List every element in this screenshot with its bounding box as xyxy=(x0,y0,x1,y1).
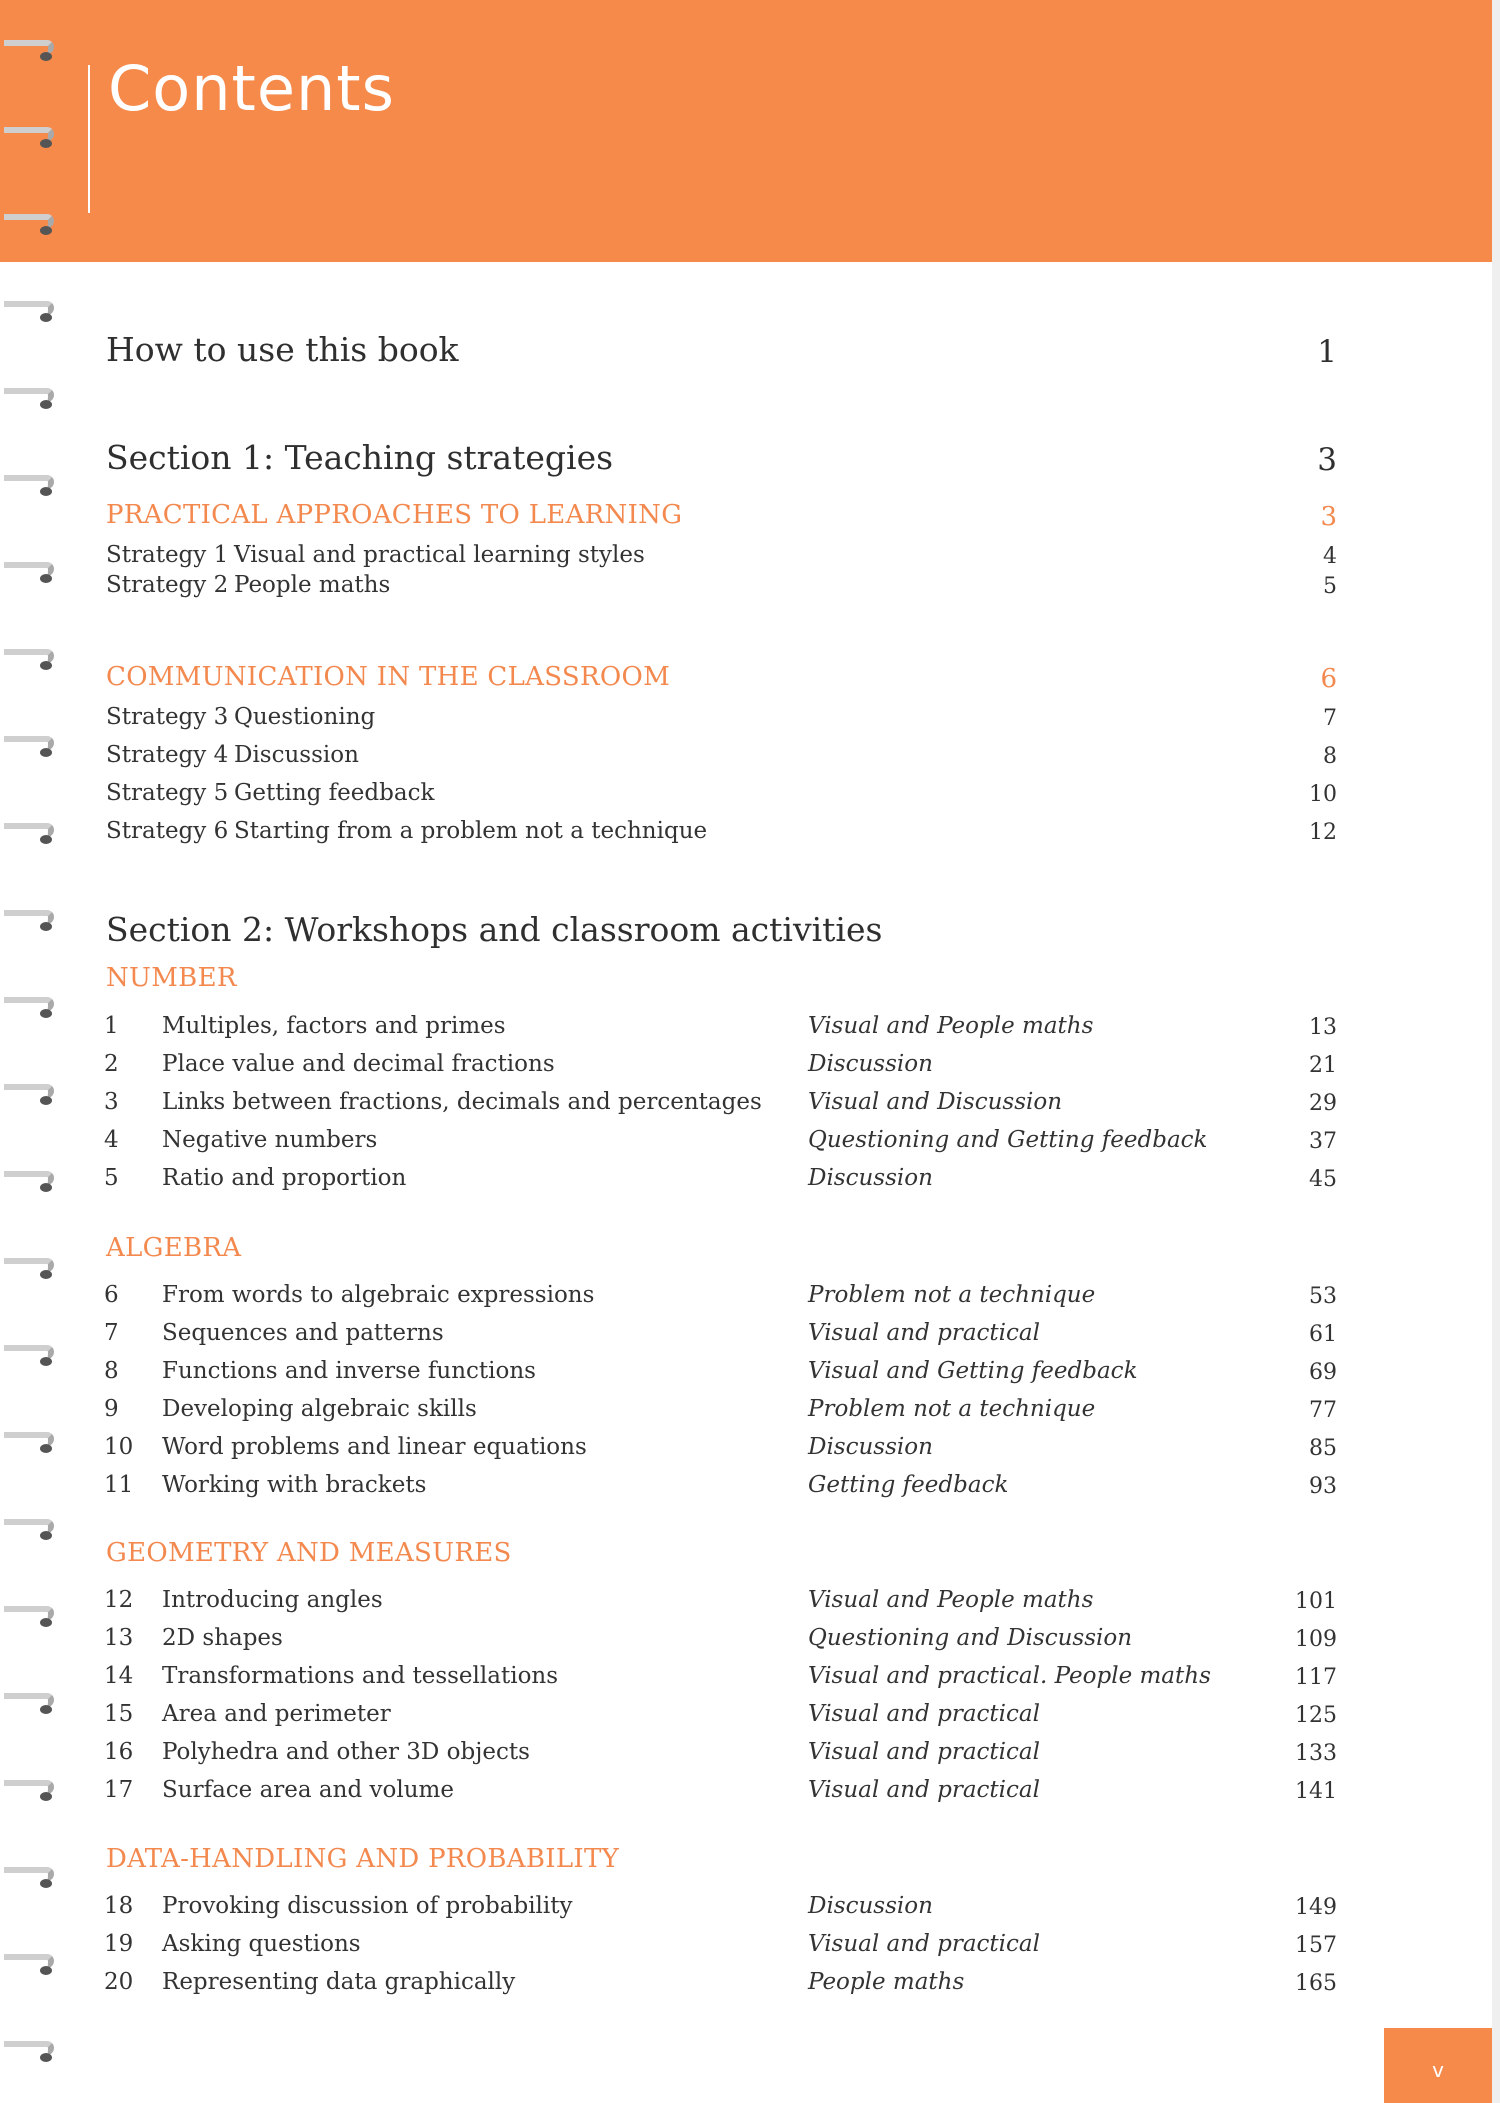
header-banner xyxy=(0,0,1492,262)
spiral-coil xyxy=(4,469,56,499)
intro-heading[interactable]: How to use this book xyxy=(106,330,459,369)
activity-number: 10 xyxy=(104,1434,134,1460)
activity-title: Working with brackets xyxy=(162,1472,427,1498)
activity-page-number: 61 xyxy=(1309,1322,1337,1347)
strategy-title: People maths xyxy=(234,572,391,598)
punch-hole xyxy=(40,2053,52,2062)
punch-hole xyxy=(40,1792,52,1801)
activity-title: Place value and decimal fractions xyxy=(162,1051,555,1077)
category-page-number: 6 xyxy=(1320,664,1337,694)
activity-title: Polyhedra and other 3D objects xyxy=(162,1739,530,1765)
activity-number: 13 xyxy=(104,1625,134,1651)
strategy-page-number: 4 xyxy=(1323,544,1337,569)
strategy-title: Visual and practical learning styles xyxy=(234,542,645,568)
spiral-coil xyxy=(4,1426,56,1456)
activity-number: 6 xyxy=(104,1282,119,1308)
intro-page-number: 1 xyxy=(1317,334,1337,370)
category-data-handling[interactable]: DATA-HANDLING AND PROBABILITY xyxy=(106,1844,620,1874)
spiral-coil xyxy=(4,730,56,760)
activity-number: 1 xyxy=(104,1013,119,1039)
punch-hole xyxy=(40,226,52,235)
strategy-title: Discussion xyxy=(234,742,359,768)
activity-number: 7 xyxy=(104,1320,119,1346)
activity-row[interactable] xyxy=(104,1472,1337,1502)
activity-strategy: People maths xyxy=(808,1969,965,1995)
activity-page-number: 101 xyxy=(1295,1589,1337,1614)
activity-page-number: 133 xyxy=(1295,1741,1337,1766)
activity-strategy: Visual and Getting feedback xyxy=(808,1358,1138,1384)
punch-hole xyxy=(40,1879,52,1888)
spiral-coil xyxy=(4,1513,56,1543)
activity-strategy: Getting feedback xyxy=(808,1472,1009,1498)
activity-page-number: 165 xyxy=(1295,1971,1337,1996)
activity-page-number: 29 xyxy=(1309,1091,1337,1116)
spiral-binding xyxy=(0,0,64,2103)
activity-row[interactable] xyxy=(104,1893,1337,1923)
activity-page-number: 21 xyxy=(1309,1053,1337,1078)
activity-title: Links between fractions, decimals and percentages xyxy=(162,1089,762,1115)
activity-strategy: Visual and practical xyxy=(808,1931,1040,1957)
activity-title: Introducing angles xyxy=(162,1587,383,1613)
category-communication[interactable]: COMMUNICATION IN THE CLASSROOM xyxy=(106,662,671,692)
activity-number: 9 xyxy=(104,1396,119,1422)
punch-hole xyxy=(40,922,52,931)
strategy-row[interactable] xyxy=(106,704,1337,734)
spiral-coil xyxy=(4,1861,56,1891)
activity-row[interactable] xyxy=(104,1165,1337,1195)
activity-strategy: Visual and People maths xyxy=(808,1587,1094,1613)
section-1-heading[interactable]: Section 1: Teaching strategies xyxy=(106,438,614,477)
activity-title: Transformations and tessellations xyxy=(162,1663,559,1689)
activity-title: Surface area and volume xyxy=(162,1777,454,1803)
activity-title: Area and perimeter xyxy=(162,1701,391,1727)
activity-title: From words to algebraic expressions xyxy=(162,1282,595,1308)
activity-number: 12 xyxy=(104,1587,134,1613)
punch-hole xyxy=(40,1531,52,1540)
activity-strategy: Visual and practical. People maths xyxy=(808,1663,1211,1689)
activity-number: 19 xyxy=(104,1931,134,1957)
category-number[interactable]: NUMBER xyxy=(106,963,237,993)
activity-row[interactable] xyxy=(104,1282,1337,1312)
punch-hole xyxy=(40,313,52,322)
activity-strategy: Visual and practical xyxy=(808,1701,1040,1727)
strategy-title: Getting feedback xyxy=(234,780,435,806)
punch-hole xyxy=(40,1618,52,1627)
spiral-coil xyxy=(4,2035,56,2065)
spiral-coil xyxy=(4,1252,56,1282)
activity-strategy: Discussion xyxy=(808,1051,933,1077)
activity-page-number: 109 xyxy=(1295,1627,1337,1652)
strategy-label: Strategy 2 xyxy=(106,572,229,598)
activity-row[interactable] xyxy=(104,1701,1337,1731)
spiral-coil xyxy=(4,817,56,847)
spiral-coil xyxy=(4,208,56,238)
activity-strategy: Problem not a technique xyxy=(808,1396,1096,1422)
activity-title: Multiples, factors and primes xyxy=(162,1013,506,1039)
activity-strategy: Discussion xyxy=(808,1165,933,1191)
punch-hole xyxy=(40,400,52,409)
activity-row[interactable] xyxy=(104,1089,1337,1119)
activity-strategy: Discussion xyxy=(808,1434,933,1460)
activity-number: 2 xyxy=(104,1051,119,1077)
activity-title: Ratio and proportion xyxy=(162,1165,407,1191)
spiral-coil xyxy=(4,1339,56,1369)
header-divider xyxy=(88,65,90,213)
activity-row[interactable] xyxy=(104,1969,1337,1999)
page-number: v xyxy=(1432,2058,1444,2082)
activity-page-number: 45 xyxy=(1309,1167,1337,1192)
punch-hole xyxy=(40,139,52,148)
activity-strategy: Questioning and Getting feedback xyxy=(808,1127,1208,1153)
strategy-page-number: 8 xyxy=(1323,744,1337,769)
activity-number: 16 xyxy=(104,1739,134,1765)
activity-strategy: Visual and practical xyxy=(808,1777,1040,1803)
strategy-title: Starting from a problem not a technique xyxy=(234,818,708,844)
activity-number: 18 xyxy=(104,1893,134,1919)
category-geometry-measures[interactable]: GEOMETRY AND MEASURES xyxy=(106,1538,512,1568)
punch-hole xyxy=(40,1357,52,1366)
strategy-label: Strategy 6 xyxy=(106,818,229,844)
spiral-coil xyxy=(4,904,56,934)
activity-page-number: 125 xyxy=(1295,1703,1337,1728)
activity-strategy: Visual and People maths xyxy=(808,1013,1094,1039)
punch-hole xyxy=(40,1096,52,1105)
activity-row[interactable] xyxy=(104,1127,1337,1157)
activity-number: 3 xyxy=(104,1089,119,1115)
strategy-page-number: 10 xyxy=(1309,782,1337,807)
spiral-coil xyxy=(4,991,56,1021)
spiral-coil xyxy=(4,295,56,325)
activity-number: 20 xyxy=(104,1969,134,1995)
spiral-coil xyxy=(4,1687,56,1717)
activity-row[interactable] xyxy=(104,1358,1337,1388)
activity-row[interactable] xyxy=(104,1931,1337,1961)
section-2-heading[interactable]: Section 2: Workshops and classroom activities xyxy=(106,910,883,949)
spiral-coil xyxy=(4,1078,56,1108)
activity-number: 11 xyxy=(104,1472,134,1498)
page-title: Contents xyxy=(108,52,395,125)
activity-page-number: 85 xyxy=(1309,1436,1337,1461)
strategy-label: Strategy 5 xyxy=(106,780,229,806)
activity-page-number: 149 xyxy=(1295,1895,1337,1920)
spiral-coil xyxy=(4,121,56,151)
activity-title: Word problems and linear equations xyxy=(162,1434,587,1460)
activity-number: 4 xyxy=(104,1127,119,1153)
punch-hole xyxy=(40,1270,52,1279)
strategy-page-number: 7 xyxy=(1323,706,1337,731)
strategy-label: Strategy 1 xyxy=(106,542,229,568)
page-number-tab xyxy=(1384,2028,1492,2103)
punch-hole xyxy=(40,1966,52,1975)
activity-title: Asking questions xyxy=(162,1931,361,1957)
spiral-coil xyxy=(4,34,56,64)
activity-title: Representing data graphically xyxy=(162,1969,516,1995)
punch-hole xyxy=(40,1009,52,1018)
activity-strategy: Discussion xyxy=(808,1893,933,1919)
strategy-label: Strategy 4 xyxy=(106,742,229,768)
spiral-coil xyxy=(4,1600,56,1630)
activity-strategy: Questioning and Discussion xyxy=(808,1625,1133,1651)
activity-page-number: 141 xyxy=(1295,1779,1337,1804)
activity-title: Sequences and patterns xyxy=(162,1320,444,1346)
section-1-page-number: 3 xyxy=(1317,442,1337,478)
category-practical-approaches[interactable]: PRACTICAL APPROACHES TO LEARNING xyxy=(106,500,683,530)
activity-title: Developing algebraic skills xyxy=(162,1396,477,1422)
punch-hole xyxy=(40,1444,52,1453)
activity-number: 8 xyxy=(104,1358,119,1384)
activity-row[interactable] xyxy=(104,1625,1337,1655)
activity-strategy: Problem not a technique xyxy=(808,1282,1096,1308)
activity-row[interactable] xyxy=(104,1434,1337,1464)
punch-hole xyxy=(40,487,52,496)
punch-hole xyxy=(40,52,52,61)
activity-page-number: 157 xyxy=(1295,1933,1337,1958)
activity-page-number: 37 xyxy=(1309,1129,1337,1154)
punch-hole xyxy=(40,748,52,757)
activity-row[interactable] xyxy=(104,1396,1337,1426)
activity-number: 15 xyxy=(104,1701,134,1727)
strategy-row[interactable] xyxy=(106,542,1337,572)
activity-row[interactable] xyxy=(104,1320,1337,1350)
activity-number: 17 xyxy=(104,1777,134,1803)
spiral-coil xyxy=(4,556,56,586)
activity-row[interactable] xyxy=(104,1777,1337,1807)
strategy-row[interactable] xyxy=(106,572,1337,602)
activity-row[interactable] xyxy=(104,1587,1337,1617)
strategy-label: Strategy 3 xyxy=(106,704,229,730)
activity-row[interactable] xyxy=(104,1663,1337,1693)
spiral-coil xyxy=(4,1165,56,1195)
activity-page-number: 13 xyxy=(1309,1015,1337,1040)
punch-hole xyxy=(40,1183,52,1192)
activity-page-number: 93 xyxy=(1309,1474,1337,1499)
activity-page-number: 53 xyxy=(1309,1284,1337,1309)
activity-strategy: Visual and Discussion xyxy=(808,1089,1063,1115)
activity-page-number: 69 xyxy=(1309,1360,1337,1385)
activity-title: Negative numbers xyxy=(162,1127,378,1153)
punch-hole xyxy=(40,661,52,670)
spiral-coil xyxy=(4,643,56,673)
activity-title: 2D shapes xyxy=(162,1625,283,1651)
spiral-coil xyxy=(4,382,56,412)
activity-title: Provoking discussion of probability xyxy=(162,1893,573,1919)
strategy-row[interactable] xyxy=(106,818,1337,848)
page-edge xyxy=(1492,0,1500,2103)
activity-page-number: 117 xyxy=(1295,1665,1337,1690)
activity-number: 5 xyxy=(104,1165,119,1191)
category-algebra[interactable]: ALGEBRA xyxy=(106,1233,242,1263)
strategy-row[interactable] xyxy=(106,742,1337,772)
punch-hole xyxy=(40,574,52,583)
activity-row[interactable] xyxy=(104,1051,1337,1081)
activity-row[interactable] xyxy=(104,1013,1337,1043)
strategy-page-number: 5 xyxy=(1323,574,1337,599)
strategy-page-number: 12 xyxy=(1309,820,1337,845)
activity-strategy: Visual and practical xyxy=(808,1739,1040,1765)
activity-number: 14 xyxy=(104,1663,134,1689)
spiral-coil xyxy=(4,1774,56,1804)
strategy-row[interactable] xyxy=(106,780,1337,810)
activity-strategy: Visual and practical xyxy=(808,1320,1040,1346)
spiral-coil xyxy=(4,1948,56,1978)
punch-hole xyxy=(40,835,52,844)
activity-page-number: 77 xyxy=(1309,1398,1337,1423)
activity-title: Functions and inverse functions xyxy=(162,1358,536,1384)
activity-row[interactable] xyxy=(104,1739,1337,1769)
category-page-number: 3 xyxy=(1320,502,1337,532)
punch-hole xyxy=(40,1705,52,1714)
strategy-title: Questioning xyxy=(234,704,376,730)
